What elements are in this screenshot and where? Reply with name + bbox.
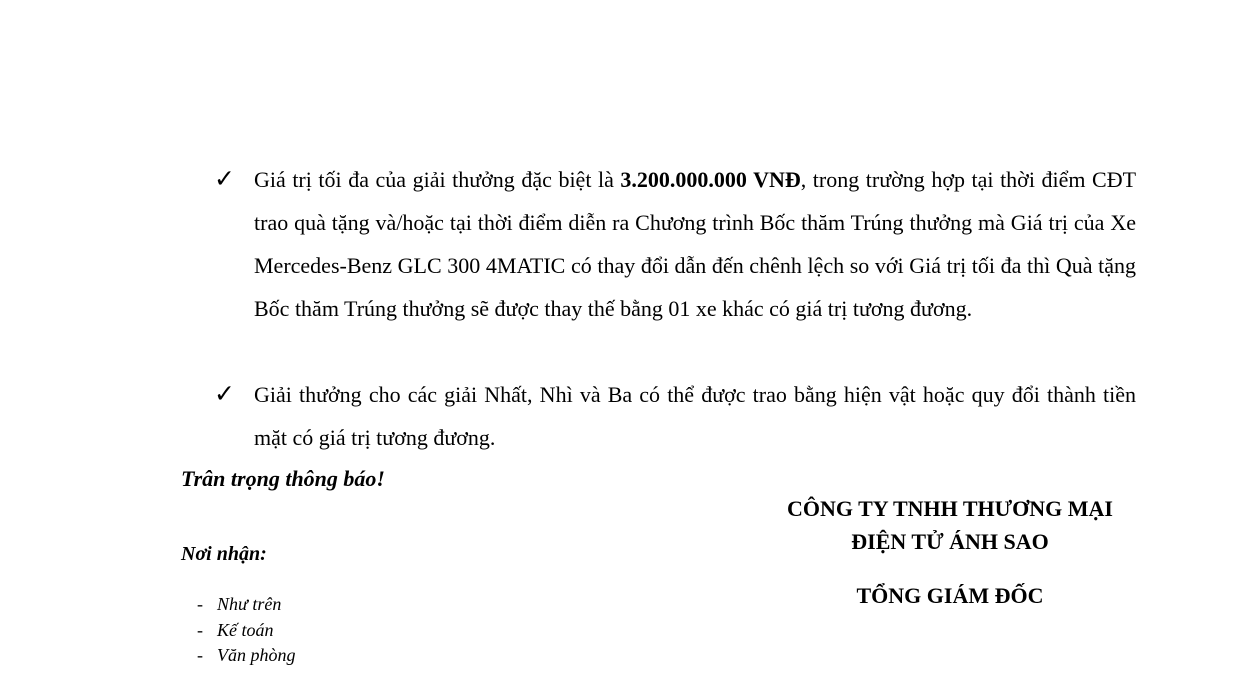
list-item — [197, 643, 296, 669]
prize-value: 3.200.000.000 VNĐ — [620, 167, 801, 192]
dash-bullet: - — [197, 619, 203, 640]
list-item — [197, 618, 296, 644]
recipient-label: Kế toán — [217, 619, 274, 640]
company-name — [740, 492, 1160, 558]
bullet-item-prize-exchange — [214, 373, 1136, 459]
check-mark-icon: ✓ — [214, 166, 235, 193]
bullet-text-start: Giá trị tối đa của giải thưởng đặc biệt là — [254, 167, 621, 192]
bullet-text — [254, 158, 1136, 330]
list-item — [197, 592, 296, 618]
closing-line: Trân trọng thông báo! — [181, 466, 385, 491]
recipients-list — [197, 592, 296, 669]
dash-bullet: - — [197, 645, 203, 665]
recipient-label: Như trên — [217, 594, 282, 614]
company-name-line-1: CÔNG TY TNHH THƯƠNG MẠI — [787, 496, 1113, 521]
signer-position: TỔNG GIÁM ĐỐC — [856, 583, 1044, 608]
dash-bullet: - — [197, 594, 203, 614]
check-mark-icon: ✓ — [214, 381, 235, 408]
bullet-text: Giải thưởng cho các giải Nhất, Nhì và Ba có thể được trao bằng hiện vật hoặc quy đổi thành tiền mặt có giá trị tương đương. — [254, 382, 1136, 450]
recipient-label: Văn phòng — [217, 645, 296, 665]
recipients-title: Nơi nhận: — [181, 543, 267, 565]
bullet-item-max-prize — [214, 158, 1136, 330]
company-name-line-2: ĐIỆN TỬ ÁNH SAO — [851, 529, 1049, 554]
bullet-text-end: , trong trường hợp tại thời điểm CĐT trao quà tặng và/hoặc tại thời điểm diễn ra Chương trình Bốc thăm Trúng thưởng mà Giá trị của Xe Mercedes-Benz GLC 300 4MATIC có thay đổi dẫn đến chênh lệch so với Giá trị tối đa thì Quà tặng Bốc thăm Trúng thưởng sẽ được thay thế bằng 01 xe khác có giá trị tương đương. — [254, 167, 1137, 321]
